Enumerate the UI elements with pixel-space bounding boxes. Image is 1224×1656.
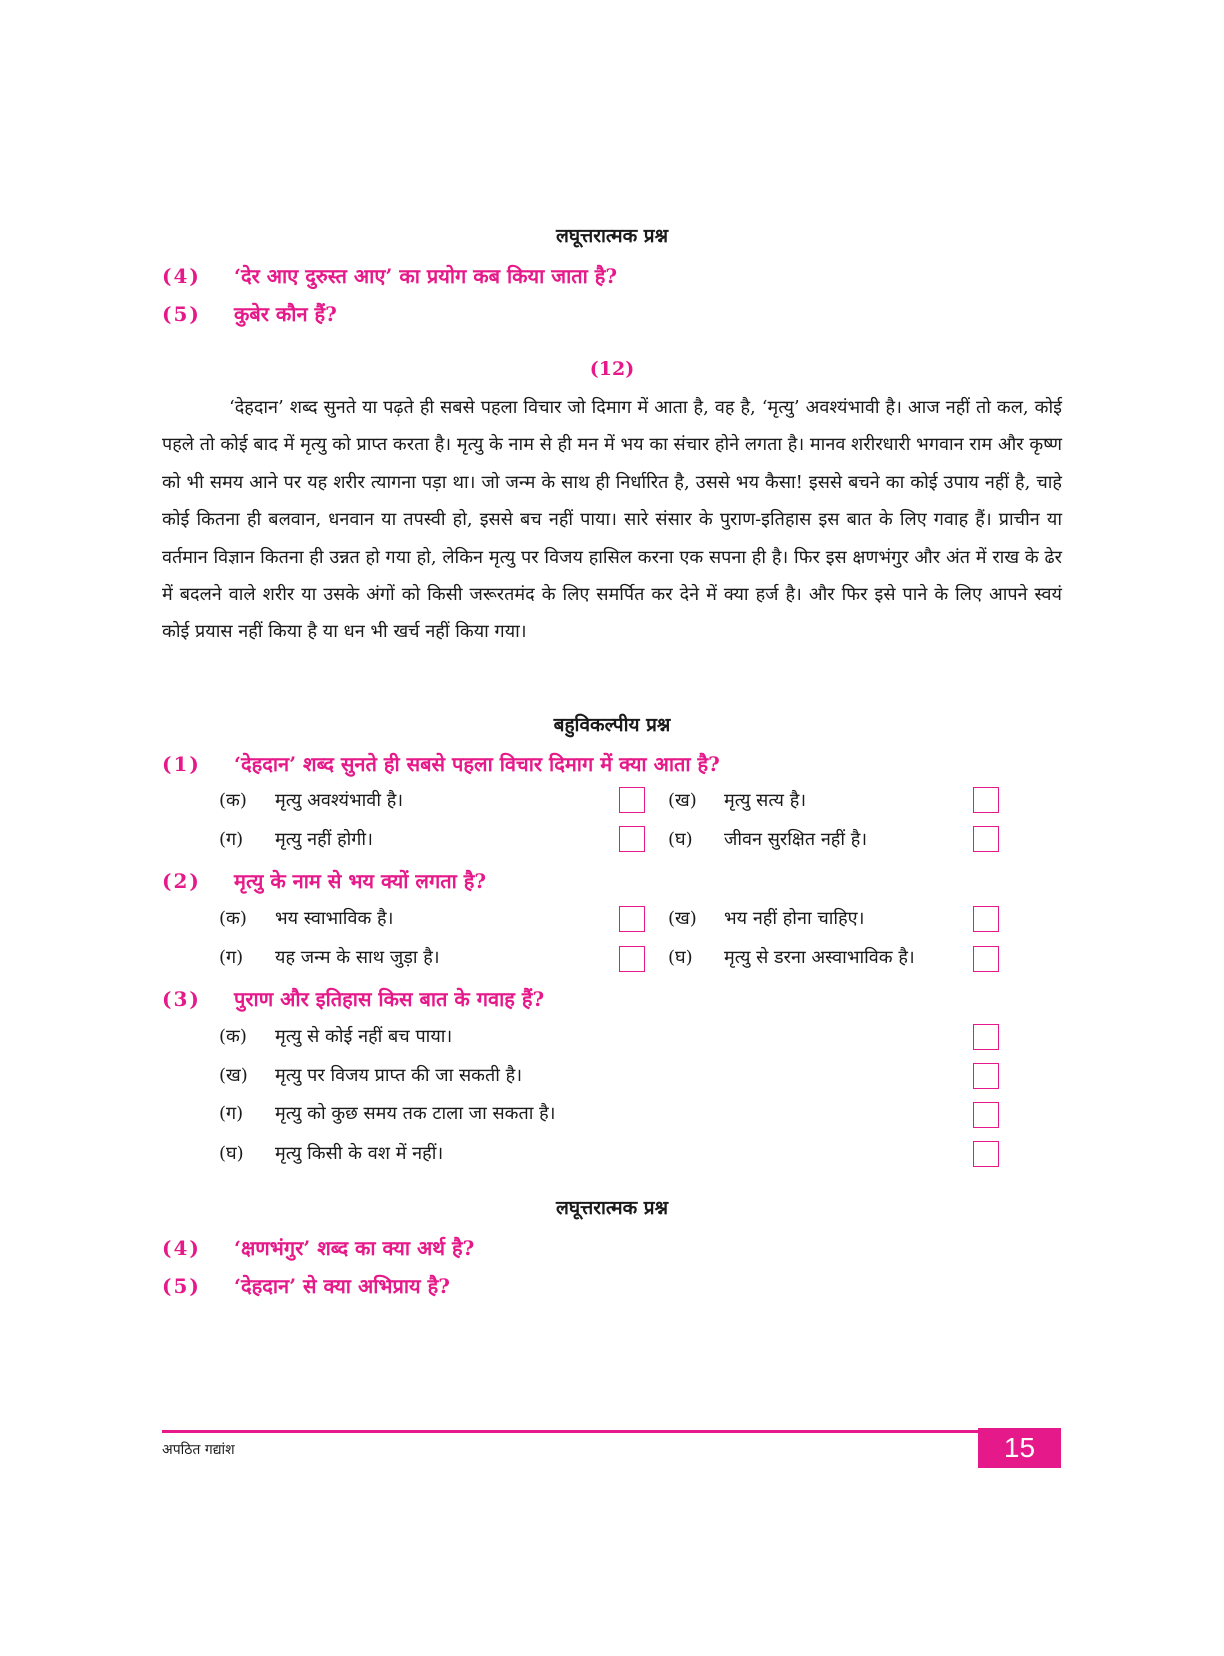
- option-3-d: (घ) मृत्यु किसी के वश में नहीं।: [219, 1143, 444, 1164]
- question-number: (2): [162, 869, 201, 893]
- checkbox-1-b[interactable]: [973, 787, 999, 813]
- question-number: (3): [162, 987, 201, 1011]
- question-4-bottom: [162, 1234, 474, 1261]
- footer-divider: [162, 1430, 980, 1433]
- question-text: ‘देर आए दुरुस्त आए’ का प्रयोग कब किया जाता है?: [234, 264, 618, 288]
- question-text: पुराण और इतिहास किस बात के गवाह हैं?: [234, 987, 545, 1011]
- question-5-top: [162, 300, 337, 327]
- option-2-d: (घ) मृत्यु से डरना अस्वाभाविक है।: [668, 947, 915, 968]
- mcq-question-2: [162, 867, 486, 894]
- question-text: ‘क्षणभंगुर’ शब्द का क्या अर्थ है?: [234, 1236, 475, 1260]
- question-text: कुबेर कौन हैं?: [234, 302, 337, 326]
- option-2-a: (क) भय स्वाभाविक है।: [219, 908, 394, 929]
- option-2-b: (ख) भय नहीं होना चाहिए।: [668, 908, 865, 929]
- checkbox-3-c[interactable]: [973, 1102, 999, 1128]
- checkbox-2-a[interactable]: [619, 906, 645, 932]
- checkbox-1-d[interactable]: [973, 826, 999, 852]
- question-text: ‘देहदान’ से क्या अभिप्राय है?: [234, 1274, 450, 1298]
- section-heading-mcq: बहुविकल्पीय प्रश्न: [553, 714, 671, 736]
- footer-title: अपठित गद्यांश: [162, 1442, 235, 1458]
- question-text: ‘देहदान’ शब्द सुनते ही सबसे पहला विचार दिमाग में क्या आता है?: [234, 752, 720, 776]
- passage-title: (12): [589, 358, 635, 380]
- option-2-c: (ग) यह जन्म के साथ जुड़ा है।: [219, 947, 440, 968]
- checkbox-2-d[interactable]: [973, 946, 999, 972]
- question-number: (4): [162, 1236, 201, 1260]
- passage-text: ‘देहदान’ शब्द सुनते या पढ़ते ही सबसे पहला विचार जो दिमाग में आता है, वह है, ‘मृत्यु’ अवश्यंभावी है। आज नहीं तो कल, कोई पहले तो कोई बाद में मृत्यु को प्राप्त करता है। मृत्यु के नाम से ही मन में भय का संचार होने लगता है। मानव शरीरधारी भगवान राम और कृष्ण को भी समय आने पर यह शरीर त्यागना पड़ा था। जो जन्म के साथ ही निर्धारित है, उससे भय कैसा! इससे बचने का कोई उपाय नहीं है, चाहे कोई कितना ही बलवान, धनवान या तपस्वी हो, इससे बच नहीं पाया। सारे संसार के पुराण-इतिहास इस बात के लिए गवाह हैं। प्राचीन या वर्तमान विज्ञान कितना ही उन्नत हो गया हो, लेकिन मृत्यु पर विजय हासिल करना एक सपना ही है। फिर इस क्षणभंगुर और अंत में राख के ढेर में बदलने वाले शरीर या उसके अंगों को किसी जरूरतमंद के लिए समर्पित कर देने में क्या हर्ज है। और फिर इसे पाने के लिए आपने स्वयं कोई प्रयास नहीं किया है या धन भी खर्च नहीं किया गया।: [162, 397, 1062, 643]
- checkbox-2-b[interactable]: [973, 906, 999, 932]
- question-text: मृत्यु के नाम से भय क्यों लगता है?: [234, 869, 487, 893]
- checkbox-3-d[interactable]: [973, 1141, 999, 1167]
- mcq-question-1: [162, 750, 720, 777]
- option-1-b: (ख) मृत्यु सत्य है।: [668, 790, 807, 811]
- checkbox-1-c[interactable]: [619, 826, 645, 852]
- checkbox-3-a[interactable]: [973, 1024, 999, 1050]
- section-heading-short-answer-1: लघूत्तरात्मक प्रश्न: [555, 225, 669, 247]
- option-1-d: (घ) जीवन सुरक्षित नहीं है।: [668, 829, 868, 850]
- question-number: (1): [162, 752, 201, 776]
- checkbox-3-b[interactable]: [973, 1063, 999, 1089]
- option-1-c: (ग) मृत्यु नहीं होगी।: [219, 829, 373, 850]
- option-3-b: (ख) मृत्यु पर विजय प्राप्त की जा सकती है।: [219, 1065, 523, 1086]
- section-heading-short-answer-2: लघूत्तरात्मक प्रश्न: [555, 1197, 669, 1219]
- option-3-a: (क) मृत्यु से कोई नहीं बच पाया।: [219, 1026, 453, 1047]
- question-number: (5): [162, 302, 201, 326]
- option-3-c: (ग) मृत्यु को कुछ समय तक टाला जा सकता है।: [219, 1103, 556, 1124]
- question-5-bottom: [162, 1272, 450, 1299]
- checkbox-2-c[interactable]: [619, 946, 645, 972]
- checkbox-1-a[interactable]: [619, 787, 645, 813]
- question-number: (5): [162, 1274, 201, 1298]
- mcq-question-3: [162, 985, 544, 1012]
- page-number: 15: [978, 1428, 1061, 1468]
- option-1-a: (क) मृत्यु अवश्यंभावी है।: [219, 790, 404, 811]
- question-4-top: [162, 262, 617, 289]
- question-number: (4): [162, 264, 201, 288]
